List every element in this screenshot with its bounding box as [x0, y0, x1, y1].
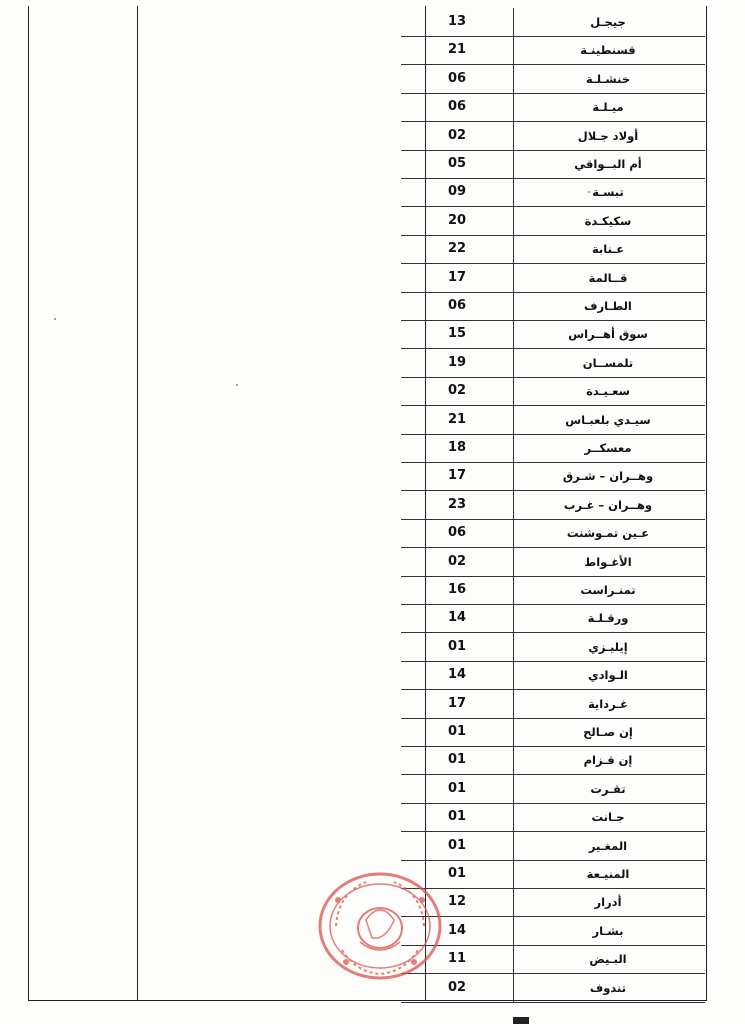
- cell-divider: [513, 775, 514, 804]
- count-cell: 18: [447, 440, 467, 455]
- cell-divider: [513, 462, 514, 491]
- cell-divider: [513, 491, 514, 520]
- wilaya-name-cell: قسنطينـة: [580, 43, 636, 57]
- count-cell: 19: [447, 355, 467, 370]
- count-cell: 01: [447, 781, 467, 796]
- count-cell: 15: [447, 326, 467, 341]
- column-divider-left: [137, 6, 138, 1000]
- cell-divider: [513, 661, 514, 690]
- wilaya-name-cell: عـين تمـوشنت: [566, 526, 650, 540]
- wilaya-name-cell: أولاد جـلال: [577, 129, 639, 143]
- cell-divider: [513, 803, 514, 832]
- wilaya-name-cell: تمنـراست: [580, 583, 636, 597]
- count-cell: 06: [447, 298, 467, 313]
- table-row: [401, 434, 705, 463]
- cell-divider: [513, 349, 514, 378]
- count-cell: 09: [447, 184, 467, 199]
- table-row: [401, 36, 705, 65]
- wilaya-name-cell: جيجـل: [590, 15, 626, 29]
- table-row: [401, 150, 705, 179]
- wilaya-name-cell: جـانت: [591, 810, 625, 824]
- count-cell: 06: [447, 525, 467, 540]
- table-row: [401, 718, 705, 747]
- table-row: [401, 832, 705, 861]
- page-mark: [513, 1017, 529, 1024]
- count-cell: 01: [447, 639, 467, 654]
- count-cell: 22: [447, 241, 467, 256]
- wilaya-name-cell: سعـيـدة: [586, 384, 630, 398]
- count-cell: 21: [447, 42, 467, 57]
- wilaya-name-cell: غـرداية: [587, 697, 629, 711]
- wilaya-name-cell: الأغـواط: [584, 555, 632, 569]
- count-cell: 14: [447, 667, 467, 682]
- count-cell: 17: [447, 270, 467, 285]
- wilaya-name-cell: تقـرت: [590, 782, 626, 796]
- wilaya-name-cell: قــالمة: [588, 271, 628, 285]
- count-cell: 01: [447, 752, 467, 767]
- cell-divider: [513, 93, 514, 122]
- cell-divider: [513, 65, 514, 94]
- table-row: [401, 690, 705, 719]
- table-row: [401, 604, 705, 633]
- wilaya-name-cell: سوق أهــراس: [568, 327, 648, 341]
- count-cell: 11: [447, 951, 467, 966]
- wilaya-name-cell: إن قـزام: [583, 753, 633, 767]
- cell-divider: [513, 860, 514, 889]
- cell-divider: [513, 917, 514, 946]
- wilaya-name-cell: ورقـلـة: [587, 611, 629, 625]
- wilaya-name-cell: تبسـة: [592, 185, 624, 199]
- table-row: [401, 548, 705, 577]
- wilaya-name-cell: إيليـزي: [588, 640, 628, 654]
- wilaya-name-cell: أم البــواقي: [574, 157, 642, 171]
- cell-divider: [513, 434, 514, 463]
- count-cell: 01: [447, 724, 467, 739]
- count-cell: 16: [447, 582, 467, 597]
- cell-divider: [513, 746, 514, 775]
- count-cell: 02: [447, 554, 467, 569]
- cell-divider: [513, 974, 514, 1003]
- cell-divider: [513, 178, 514, 207]
- table-row: [401, 406, 705, 435]
- table-row: [401, 917, 705, 946]
- cell-divider: [513, 690, 514, 719]
- cell-divider: [513, 718, 514, 747]
- wilaya-name-cell: وهــران – غـرب: [563, 498, 653, 512]
- paper-speck: [54, 318, 56, 320]
- cell-divider: [513, 122, 514, 151]
- count-cell: 06: [447, 71, 467, 86]
- cell-divider: [513, 377, 514, 406]
- cell-divider: [513, 633, 514, 662]
- paper-speck: [588, 191, 590, 193]
- official-stamp-icon: [316, 870, 444, 982]
- table-row: [401, 974, 705, 1003]
- wilaya-name-cell: تندوف: [589, 981, 627, 995]
- table-row: [401, 264, 705, 293]
- cell-divider: [513, 548, 514, 577]
- wilaya-name-cell: وهــران – شـرق: [562, 469, 654, 483]
- table-row: [401, 633, 705, 662]
- table-row: [401, 349, 705, 378]
- table-row: [401, 945, 705, 974]
- table-row: [401, 65, 705, 94]
- table-row: [401, 491, 705, 520]
- paper-speck: [236, 384, 238, 386]
- count-cell: 01: [447, 866, 467, 881]
- count-cell: 14: [447, 923, 467, 938]
- table-row: [401, 803, 705, 832]
- table-row: [401, 661, 705, 690]
- table-row: [401, 519, 705, 548]
- cell-divider: [513, 888, 514, 917]
- wilaya-table: [401, 8, 705, 1000]
- cell-divider: [513, 832, 514, 861]
- count-cell: 13: [447, 14, 467, 29]
- cell-divider: [513, 576, 514, 605]
- wilaya-name-cell: ميـلـة: [592, 100, 624, 114]
- wilaya-name-cell: المنيـعة: [586, 867, 630, 881]
- cell-divider: [513, 36, 514, 65]
- wilaya-name-cell: إن صـالح: [583, 725, 633, 739]
- wilaya-name-cell: معسكــر: [584, 441, 632, 455]
- row-separator: [401, 1002, 705, 1003]
- cell-divider: [513, 235, 514, 264]
- count-cell: 02: [447, 383, 467, 398]
- table-row: [401, 178, 705, 207]
- table-row: [401, 462, 705, 491]
- table-row: [401, 122, 705, 151]
- count-cell: 21: [447, 412, 467, 427]
- wilaya-name-cell: الطـارف: [584, 299, 632, 313]
- table-row: [401, 377, 705, 406]
- wilaya-name-cell: البـيض: [589, 952, 627, 966]
- wilaya-name-cell: الـوادي: [588, 668, 628, 682]
- table-row: [401, 292, 705, 321]
- table-row: [401, 888, 705, 917]
- table-row: [401, 235, 705, 264]
- wilaya-name-cell: سيـدي بلعبـاس: [565, 413, 651, 427]
- wilaya-name-cell: خنشـلـة: [585, 72, 631, 86]
- cell-divider: [513, 150, 514, 179]
- table-row: [401, 775, 705, 804]
- count-cell: 02: [447, 980, 467, 995]
- count-cell: 01: [447, 809, 467, 824]
- table-row: [401, 207, 705, 236]
- table-row: [401, 860, 705, 889]
- wilaya-name-cell: سكيكـدة: [584, 214, 632, 228]
- count-cell: 14: [447, 610, 467, 625]
- cell-divider: [513, 604, 514, 633]
- table-row: [401, 93, 705, 122]
- wilaya-name-cell: بشـار: [592, 924, 624, 938]
- count-cell: 17: [447, 468, 467, 483]
- count-cell: 17: [447, 696, 467, 711]
- cell-divider: [513, 292, 514, 321]
- cell-divider: [513, 320, 514, 349]
- table-row: [401, 746, 705, 775]
- table-row: [401, 320, 705, 349]
- count-cell: 23: [447, 497, 467, 512]
- cell-divider: [513, 945, 514, 974]
- count-cell: 01: [447, 838, 467, 853]
- wilaya-name-cell: أدرار: [594, 895, 622, 909]
- count-cell: 06: [447, 99, 467, 114]
- count-cell: 12: [447, 894, 467, 909]
- count-cell: 05: [447, 156, 467, 171]
- table-row: [401, 8, 705, 37]
- cell-divider: [513, 406, 514, 435]
- count-cell: 20: [447, 213, 467, 228]
- cell-divider: [513, 8, 514, 37]
- wilaya-name-cell: تلمســان: [582, 356, 634, 370]
- cell-divider: [513, 207, 514, 236]
- table-row: [401, 576, 705, 605]
- cell-divider: [513, 519, 514, 548]
- wilaya-name-cell: عـنابة: [591, 242, 625, 256]
- wilaya-name-cell: المغـير: [588, 839, 628, 853]
- cell-divider: [513, 264, 514, 293]
- count-cell: 02: [447, 128, 467, 143]
